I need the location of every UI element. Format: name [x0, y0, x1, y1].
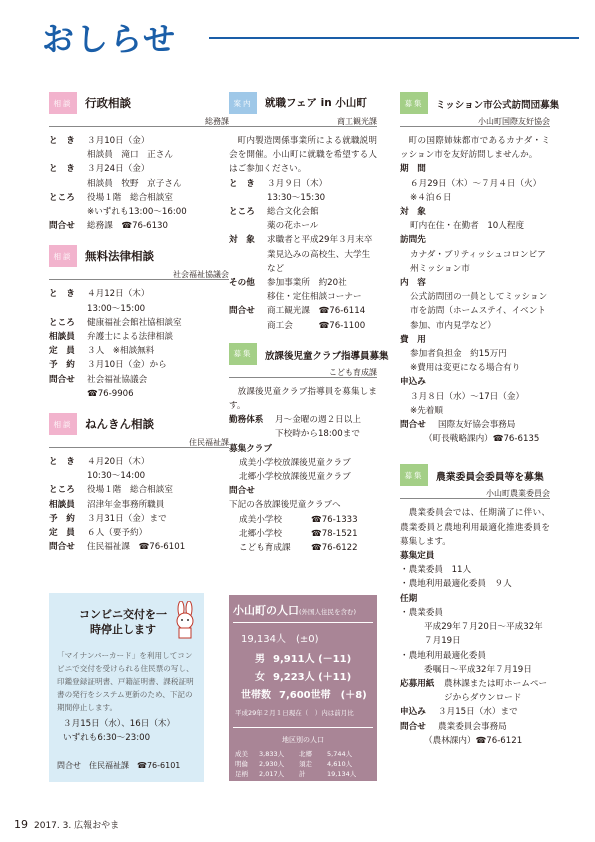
- row-value: 移住・定住相談コーナー: [267, 292, 362, 303]
- value: 9,223人 (＋11): [273, 672, 352, 683]
- row-key: と き: [229, 178, 255, 189]
- section-dept: 社会福祉協議会: [173, 270, 229, 280]
- population-total: 19,134人 (±0): [241, 634, 319, 645]
- info-row: [49, 330, 229, 344]
- row-value: ３人 ※相談無料: [87, 346, 155, 357]
- item-value: ６月29日（木）～７月４日（火）: [410, 178, 542, 189]
- label: 問合せ: [229, 486, 255, 497]
- area-cell: 足柄: [235, 770, 248, 778]
- row-key: [49, 148, 87, 162]
- item-value: ３月８日（水）～17日（金）: [410, 391, 525, 402]
- area-cell: 北郷: [299, 750, 312, 758]
- section-title: 無料法律相談: [85, 249, 154, 264]
- category-tag: 募集: [400, 464, 428, 486]
- item-value: 参加者負担金 約15万円: [410, 349, 507, 360]
- row-value: ６人（要予約）: [87, 528, 148, 539]
- info-row: [229, 233, 377, 276]
- rabbit-mascot-icon: [172, 601, 198, 639]
- label: 女: [255, 672, 265, 683]
- area-subtitle: 地区別の人口: [282, 736, 324, 744]
- row-key: [229, 290, 267, 304]
- row-value: 月～金曜の週２日以上: [275, 415, 361, 426]
- row-key: 相談員: [49, 332, 75, 343]
- area-cell: 2,930人: [259, 760, 285, 768]
- term-item: ・農地利用最適化委員: [400, 650, 486, 661]
- area-cell: 4,610人: [327, 760, 353, 768]
- info-row: [49, 358, 229, 372]
- info-row: [49, 483, 229, 497]
- issue-label: 2017. 3. 広報おやま: [34, 821, 120, 831]
- info-row: [229, 290, 377, 304]
- info-row: [49, 205, 229, 219]
- info-row: [49, 526, 229, 540]
- item-label: 申込み: [400, 377, 426, 388]
- contact-list: [229, 513, 377, 556]
- notice-dates: [63, 717, 175, 745]
- item-value: 町内在住・在勤者 10人程度: [410, 221, 525, 232]
- section-title: 行政相談: [85, 96, 131, 110]
- row-value: 10:30～14:00: [87, 471, 146, 482]
- row-key: 申込み: [400, 707, 426, 718]
- section-header-agri: [400, 464, 550, 500]
- row-value: ３月９日（木）: [267, 178, 328, 189]
- page-footer: [14, 818, 119, 831]
- row-key: [229, 219, 267, 233]
- area-grid: [235, 749, 367, 779]
- info-row: [49, 191, 229, 205]
- row-value: 農林課または町ホームページからダウンロード: [444, 678, 548, 704]
- divider: [49, 126, 229, 127]
- row-key: [229, 319, 267, 333]
- section-dept: 総務課: [205, 117, 229, 126]
- term-item: ・農業委員: [400, 607, 443, 618]
- row-value: 社会福祉協議会: [87, 374, 148, 385]
- info-row: [229, 177, 377, 191]
- column-right: [400, 92, 560, 748]
- row-value: 13:00～15:00: [87, 303, 146, 314]
- info-row: [49, 134, 229, 148]
- info-list: [229, 177, 377, 333]
- section-header-afterschool: [229, 343, 389, 379]
- info-row: [49, 302, 229, 316]
- row-key: その他: [229, 278, 255, 289]
- contact-tel: ☎76-6122: [311, 543, 358, 554]
- term-value: 平成29年７月20日～平成32年７月19日: [424, 622, 543, 647]
- contact-tel: ☎78-1521: [311, 528, 358, 539]
- notice-date: ３月15日（水）、16日（木）: [63, 719, 176, 729]
- info-row: [49, 387, 229, 401]
- divider: [400, 498, 550, 499]
- club-item: 北郷小学校放課後児童クラブ: [239, 472, 351, 483]
- section-dept: 小山町国際友好協会: [478, 117, 550, 126]
- row-value: ☎76-9906: [87, 388, 134, 399]
- info-list: [49, 134, 229, 233]
- contact-tel: ☎76-1333: [311, 514, 358, 525]
- info-row: [400, 677, 550, 705]
- row-value: 沼津年金事務所職員: [87, 499, 165, 510]
- row-value: 住民福祉課 ☎76-6101: [87, 542, 186, 553]
- row-key: と き: [49, 136, 75, 146]
- label: 世帯数: [241, 690, 271, 701]
- row-value: ３月31日（金）まで: [87, 513, 167, 524]
- info-row: [49, 540, 229, 554]
- item-value: ※４泊６日: [410, 192, 452, 203]
- term-value: 委嘱日～平成32年７月19日: [424, 664, 532, 675]
- section-header-jobfair: [229, 92, 377, 128]
- category-tag: 募集: [400, 92, 428, 114]
- title-text: 小山町の人口: [233, 604, 299, 617]
- item-label: 内 容: [400, 278, 426, 289]
- item-value: ※先着順: [410, 405, 443, 416]
- info-row: [229, 319, 377, 333]
- row-key: と き: [49, 457, 75, 468]
- divider: [49, 279, 229, 280]
- row-key: 定 員: [49, 528, 75, 539]
- info-row: [49, 148, 229, 162]
- info-row: [49, 219, 229, 233]
- population-households: [241, 686, 367, 701]
- population-title: [233, 602, 356, 618]
- row-value: 薬の花ホール: [267, 221, 319, 232]
- population-female: [255, 668, 351, 683]
- column-middle: [229, 92, 389, 555]
- info-row: [49, 498, 229, 512]
- label: 任期: [400, 593, 418, 604]
- category-tag: 相談: [49, 413, 77, 435]
- category-tag: 相談: [49, 92, 77, 114]
- contact-name: 北郷小学校: [239, 528, 282, 539]
- label: 男: [255, 654, 265, 665]
- section-header-mission: [400, 92, 560, 128]
- row-value: （農林課内）☎76-6121: [424, 735, 523, 746]
- info-row: [49, 455, 229, 469]
- row-value: ４月12日（木）: [87, 289, 150, 300]
- area-cell: 明倫: [235, 760, 248, 768]
- section-title: 就職フェア in 小山町: [265, 97, 367, 109]
- notice-title: コンビニ交付を一時停止します: [79, 608, 167, 636]
- divider: [49, 447, 229, 448]
- category-tag: 案内: [229, 92, 257, 114]
- contact-name: こども育成課: [239, 543, 291, 554]
- label: 募集クラブ: [229, 443, 272, 454]
- item-value: カナダ・ブリティッシュコロンビア州ミッション市: [410, 249, 546, 274]
- notice-contact: 問合せ 住民福祉課 ☎76-6101: [57, 761, 181, 770]
- row-value: ※いずれも13:00～16:00: [87, 207, 187, 218]
- row-value: 13:30～15:30: [267, 192, 326, 203]
- section-dept: 小山町農業委員会: [486, 489, 550, 499]
- row-value: 下校時から18:00まで: [275, 429, 360, 440]
- info-row: [400, 418, 550, 432]
- info-row: [49, 344, 229, 358]
- item-label: 費 用: [400, 334, 426, 345]
- row-key: と き: [49, 289, 75, 300]
- row-value: 相談員 滝口 正さん: [87, 150, 173, 161]
- row-key: [49, 387, 87, 401]
- area-cell: 須走: [299, 760, 312, 768]
- row-value: 国際友好協会事務局: [438, 420, 516, 431]
- row-key: ところ: [229, 207, 255, 218]
- info-row: [49, 177, 229, 191]
- row-key: 問合せ: [400, 721, 426, 732]
- contact-row: [229, 541, 377, 555]
- row-key: [49, 177, 87, 191]
- section-header-pension: [49, 413, 229, 449]
- area-cell: 5,744人: [327, 750, 353, 758]
- section-intro: 放課後児童クラブ指導員を募集します。: [229, 386, 377, 412]
- section-intro: 町の国際姉妹都市であるカナダ・ミッション市を友好訪問しませんか。: [400, 136, 550, 161]
- info-row: [229, 413, 377, 427]
- section-title: 放課後児童クラブ指導員募集: [265, 350, 389, 362]
- row-value: 弁護士による法律相談: [87, 332, 173, 343]
- row-key: [49, 469, 87, 483]
- divider: [229, 126, 377, 127]
- contact-intro: 下記の各放課後児童クラブへ: [229, 500, 341, 511]
- info-list: [49, 287, 229, 401]
- row-key: 問合せ: [400, 420, 426, 431]
- contact-row: [229, 513, 377, 527]
- divider: [229, 377, 377, 378]
- info-list: [49, 455, 229, 554]
- row-value: 健康福祉会館社協相談室: [87, 317, 182, 328]
- column-left: [49, 92, 229, 554]
- item-value: ※費用は変更になる場合有り: [410, 363, 521, 374]
- info-list: [400, 162, 550, 418]
- row-key: 問合せ: [49, 542, 75, 553]
- row-value: ３月10日（金）から: [87, 360, 167, 371]
- population-box: [229, 595, 377, 781]
- row-key: ところ: [49, 317, 75, 328]
- row-value: 参加事業所 約20社: [267, 278, 347, 289]
- area-cell: 計: [299, 770, 306, 778]
- row-key: 予 約: [49, 513, 75, 524]
- section-title: ミッション市公式訪問団募集: [436, 100, 560, 111]
- section-header-gyosei: [49, 92, 229, 128]
- row-value: ３月24日（金）: [87, 164, 150, 175]
- area-cell: 19,134人: [327, 770, 357, 778]
- row-key: 問合せ: [229, 306, 255, 317]
- row-key: ところ: [49, 192, 75, 203]
- item-value: 公式訪問団の一員としてミッション市を訪問（ホームステイ、イベント参加、市内見学など）: [410, 292, 548, 331]
- info-row: [229, 304, 377, 318]
- section-dept: こども育成課: [329, 367, 377, 377]
- row-value: 商工会 ☎76-1100: [267, 320, 366, 331]
- info-row: [49, 162, 229, 176]
- section-intro: 農業委員会では、任期満了に伴い、農業委員と農地利用最適化推進委員を募集します。: [400, 508, 550, 547]
- row-key: 対 象: [229, 235, 255, 246]
- category-tag: 募集: [229, 343, 257, 365]
- section-dept: 住民福祉課: [189, 438, 229, 448]
- row-value: ４月20日（木）: [87, 457, 150, 468]
- row-key: 相談員: [49, 499, 75, 510]
- category-tag: 相談: [49, 245, 77, 267]
- info-row: [229, 276, 377, 290]
- section-title: 農業委員会委員等を募集: [436, 472, 544, 484]
- divider: [233, 727, 373, 728]
- section-intro: 町内製造関係事業所による就職説明会を開催。小山町に就職を希望する人はご参加ください。: [229, 136, 377, 175]
- contact-name: 成美小学校: [239, 514, 282, 525]
- info-row: [49, 469, 229, 483]
- info-row: [229, 205, 377, 219]
- info-row: [49, 316, 229, 330]
- population-note: 平成29年２月１日現在（ ）内は前月比: [235, 709, 354, 717]
- title-sub: (外国人住民を含む): [299, 608, 357, 616]
- area-cell: 3,833人: [259, 750, 285, 758]
- section-header-legal: [49, 245, 229, 281]
- row-key: 問合せ: [49, 374, 75, 385]
- row-value: 相談員 牧野 京子さん: [87, 178, 182, 189]
- row-value: 役場１階 総合相談室: [87, 192, 173, 203]
- page-number: 19: [14, 818, 28, 831]
- quota-item: ・農業委員 11人: [400, 565, 472, 576]
- row-value: 農業委員会事務局: [438, 721, 507, 732]
- row-key: 応募用紙: [400, 678, 435, 689]
- info-row: [49, 287, 229, 301]
- contact-row: [229, 527, 377, 541]
- row-value: 求職者と平成29年３月末卒業見込みの高校生、大学生など: [267, 235, 373, 274]
- section-dept: 商工観光課: [337, 117, 377, 126]
- value: 7,600世帯 (＋8): [279, 690, 367, 701]
- row-value: ３月15日（水）まで: [438, 707, 518, 718]
- info-row: [400, 705, 550, 719]
- section-title: ねんきん相談: [85, 417, 154, 432]
- row-key: 問合せ: [49, 221, 75, 232]
- row-value: ３月10日（金）: [87, 136, 150, 146]
- notice-body: 「マイナンバーカード」を利用してコンビニで交付を受けられる住民票の写し、印鑑登録証明書、戸籍証明書、課税証明書の発行をシステム更新のため、下記の期間停止します。: [57, 651, 194, 712]
- row-key: [49, 205, 87, 219]
- row-key: [49, 302, 87, 316]
- population-male: [255, 650, 351, 665]
- area-cell: 2,017人: [259, 770, 285, 778]
- row-key: [229, 191, 267, 205]
- row-key: と き: [49, 164, 75, 175]
- row-value: 総合文化会館: [267, 207, 319, 218]
- label: 募集定員: [400, 551, 435, 562]
- row-value: 役場１階 総合相談室: [87, 485, 173, 496]
- row-value: 総務課 ☎76-6130: [87, 221, 168, 232]
- convenience-notice-box: [49, 593, 204, 782]
- value: 9,911人 (－11): [273, 654, 352, 665]
- row-key: 予 約: [49, 360, 75, 371]
- info-row: [229, 191, 377, 205]
- divider: [400, 126, 550, 127]
- row-key: 勤務体系: [229, 415, 264, 426]
- info-row: [49, 512, 229, 526]
- club-item: 成美小学校放課後児童クラブ: [239, 457, 351, 468]
- info-row: [49, 373, 229, 387]
- row-value: 商工観光課 ☎76-6114: [267, 306, 366, 317]
- info-row: [229, 219, 377, 233]
- title-rule: [209, 37, 579, 39]
- row-key: ところ: [49, 485, 75, 496]
- row-key: 定 員: [49, 346, 75, 357]
- row-value: （町長戦略課内）☎76-6135: [424, 434, 540, 445]
- item-label: 対 象: [400, 207, 426, 218]
- divider: [233, 622, 373, 623]
- item-label: 訪問先: [400, 235, 426, 246]
- info-row: [400, 720, 550, 734]
- quota-item: ・農地利用最適化委員 ９人: [400, 579, 512, 590]
- area-cell: 成美: [235, 750, 248, 758]
- notice-hours: いずれも6:30～23:00: [63, 733, 151, 743]
- item-label: 期 間: [400, 164, 426, 175]
- page-title: おしらせ: [42, 20, 178, 58]
